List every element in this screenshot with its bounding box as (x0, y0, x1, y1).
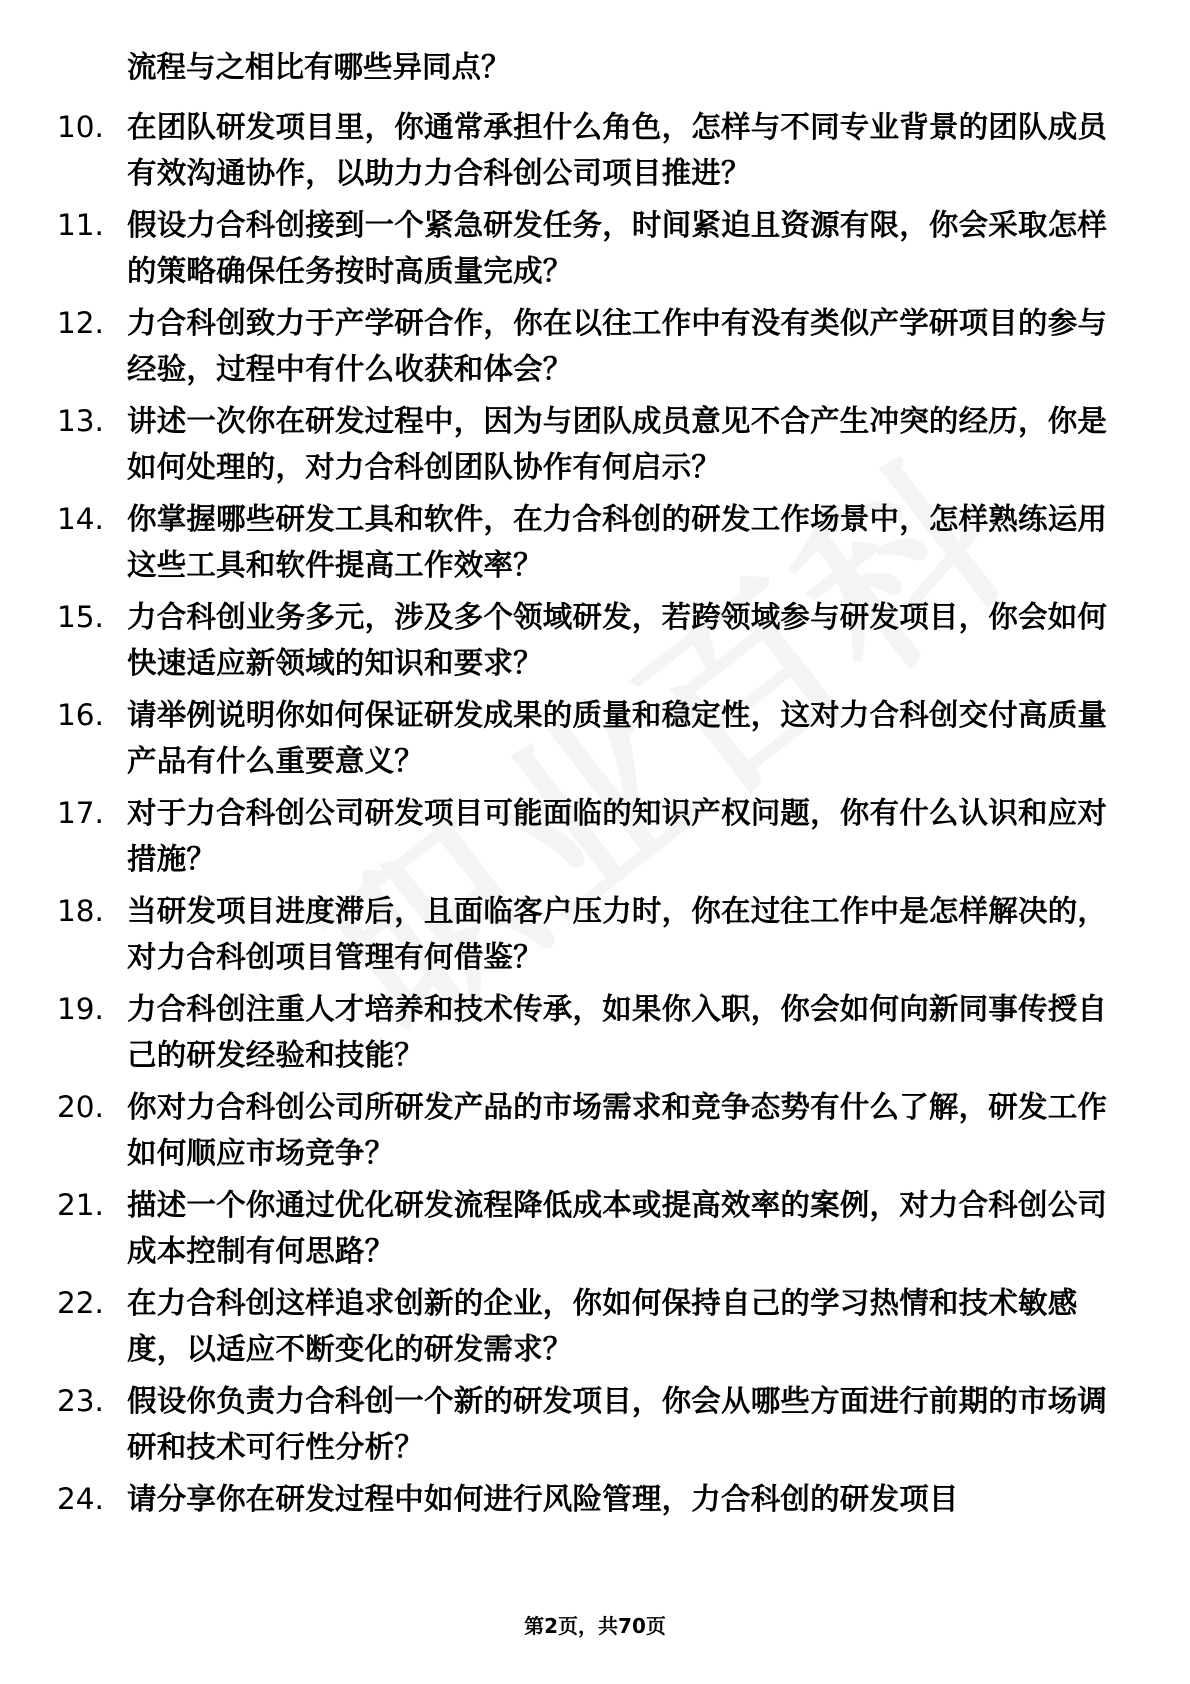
question-continuation: 流程与之相比有哪些异同点？ (127, 50, 511, 84)
question-item (0, 1378, 1190, 1476)
question-number: 22. (57, 1286, 104, 1320)
question-item (0, 104, 1190, 202)
question-number: 21. (57, 1188, 104, 1222)
question-item (0, 594, 1190, 692)
question-number: 23. (57, 1384, 104, 1418)
question-item (0, 202, 1190, 300)
question-item (0, 300, 1190, 398)
question-text: 在力合科创这样追求创新的企业，你如何保持自己的学习热情和技术敏感度，以适应不断变化的研发需求？ (127, 1286, 1078, 1366)
question-text: 对于力合科创公司研发项目可能面临的知识产权问题，你有什么认识和应对措施？ (127, 796, 1108, 876)
question-text: 描述一个你通过优化研发流程降低成本或提高效率的案例，对力合科创公司成本控制有何思路？ (127, 1188, 1108, 1268)
question-number: 13. (57, 404, 104, 438)
question-number: 18. (57, 894, 104, 928)
question-number: 19. (57, 992, 104, 1026)
question-text: 力合科创注重人才培养和技术传承，如果你入职，你会如何向新同事传授自己的研发经验和技能？ (127, 992, 1108, 1072)
question-list (0, 104, 1190, 1574)
question-number: 17. (57, 796, 104, 830)
question-text: 你掌握哪些研发工具和软件，在力合科创的研发工作场景中，怎样熟练运用这些工具和软件提高工作效率？ (127, 502, 1108, 582)
question-text: 力合科创致力于产学研合作，你在以往工作中有没有类似产学研项目的参与经验，过程中有什么收获和体会？ (127, 306, 1108, 386)
page-footer: 第2页，共70页 (524, 1614, 666, 1638)
question-number: 20. (57, 1090, 104, 1124)
question-text: 假设力合科创接到一个紧急研发任务，时间紧迫且资源有限，你会采取怎样的策略确保任务按时高质量完成？ (127, 208, 1108, 288)
question-number: 14. (57, 502, 104, 536)
question-item (0, 398, 1190, 496)
question-number: 10. (57, 110, 104, 144)
question-number: 24. (57, 1482, 104, 1516)
question-text: 请举例说明你如何保证研发成果的质量和稳定性，这对力合科创交付高质量产品有什么重要意义？ (127, 698, 1108, 778)
question-item (0, 1084, 1190, 1182)
question-number: 12. (57, 306, 104, 340)
question-text: 假设你负责力合科创一个新的研发项目，你会从哪些方面进行前期的市场调研和技术可行性分析？ (127, 1384, 1108, 1464)
question-item (0, 1280, 1190, 1378)
question-item (0, 986, 1190, 1084)
question-text: 当研发项目进度滞后，且面临客户压力时，你在过往工作中是怎样解决的，对力合科创项目管理有何借鉴？ (127, 894, 1108, 974)
question-number: 16. (57, 698, 104, 732)
question-item (0, 790, 1190, 888)
question-text: 你对力合科创公司所研发产品的市场需求和竞争态势有什么了解，研发工作如何顺应市场竞争？ (127, 1090, 1108, 1170)
question-number: 15. (57, 600, 104, 634)
question-item (0, 496, 1190, 594)
question-text: 讲述一次你在研发过程中，因为与团队成员意见不合产生冲突的经历，你是如何处理的，对力合科创团队协作有何启示？ (127, 404, 1108, 484)
question-item (0, 1476, 1190, 1574)
question-item (0, 888, 1190, 986)
question-text: 在团队研发项目里，你通常承担什么角色，怎样与不同专业背景的团队成员有效沟通协作，以助力力合科创公司项目推进？ (127, 110, 1108, 190)
question-number: 11. (57, 208, 104, 242)
question-item (0, 1182, 1190, 1280)
question-text: 力合科创业务多元，涉及多个领域研发，若跨领域参与研发项目，你会如何快速适应新领域的知识和要求？ (127, 600, 1108, 680)
question-text: 请分享你在研发过程中如何进行风险管理，力合科创的研发项目 (127, 1482, 959, 1516)
question-item (0, 692, 1190, 790)
